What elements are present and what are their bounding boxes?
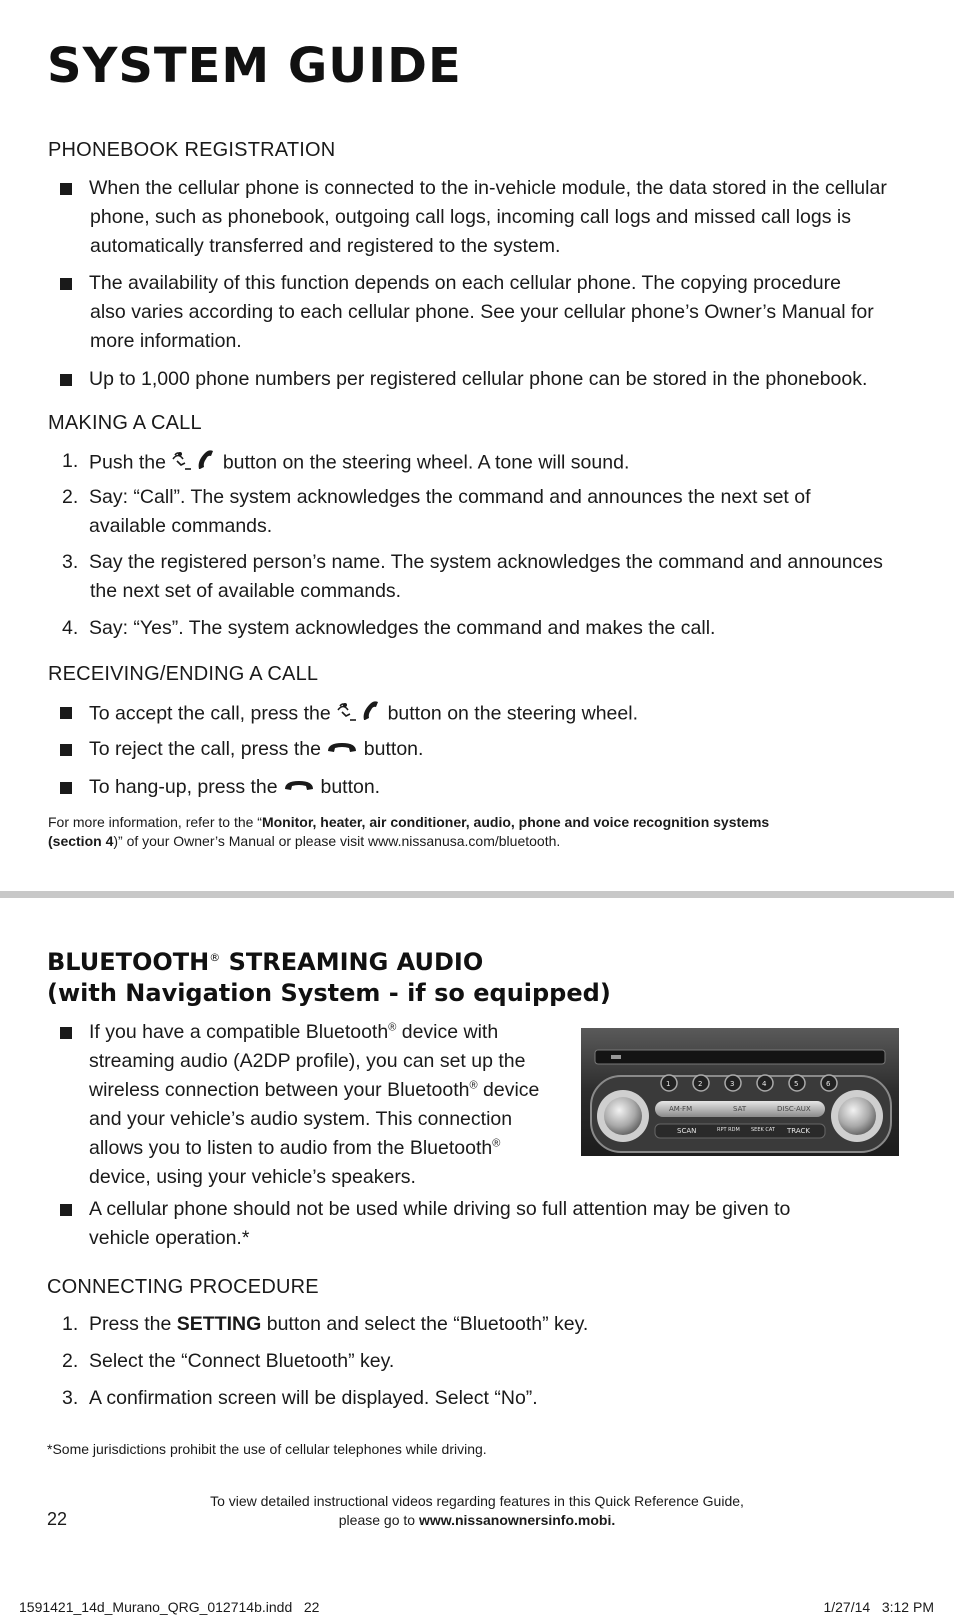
bt-bullet1-line6: device, using your vehicle’s speakers. (89, 1166, 416, 1188)
step-number: 3. (62, 1387, 79, 1409)
bullet-icon (60, 1204, 72, 1216)
footer-note (0, 1492, 954, 1530)
step1-after: button on the steering wheel. A tone will sound. (222, 451, 630, 474)
preset-4-label: 4 (762, 1080, 767, 1088)
page-title: SYSTEM GUIDE (47, 38, 462, 94)
footer-line1: To view detailed instructional videos regarding features in this Quick Reference Guide, (210, 1493, 744, 1509)
receiving-b3-before: To hang-up, press the (89, 776, 278, 798)
step-number: 1. (62, 1313, 79, 1335)
phonebook-heading: PHONEBOOK REGISTRATION (48, 139, 336, 161)
more-info-bold1: Monitor, heater, air conditioner, audio, phone and voice recognition systems (261, 814, 770, 830)
preset-1-label: 1 (666, 1080, 671, 1088)
bluetooth-section-title: BLUETOOTH® STREAMING AUDIO (47, 948, 484, 976)
page-number: 22 (47, 1509, 68, 1529)
scan-label: SCAN (677, 1127, 697, 1135)
receiving-b2-before: To reject the call, press the (89, 738, 321, 760)
bullet-icon (60, 278, 72, 290)
rpt-rdm-label: RPT RDM (717, 1127, 740, 1133)
slug-left: 1591421_14d_Murano_QRG_012714b.indd 22 (19, 1599, 320, 1615)
bt-bullet1-line1: If you have a compatible Bluetooth® device with (89, 1021, 499, 1043)
phonebook-bullet2-line2: also varies according to each cellular phone. See your cellular phone’s Owner’s Manual for (90, 301, 874, 323)
bullet-icon (60, 1027, 72, 1039)
more-info-bold2: (section 4 (48, 833, 114, 849)
making-call-step4: Say: “Yes”. The system acknowledges the command and makes the call. (89, 617, 716, 639)
preset-6-label: 6 (826, 1080, 831, 1088)
bullet-icon (60, 183, 72, 195)
connecting-step1: Press the SETTING button and select the “Bluetooth” key. (89, 1313, 589, 1335)
talk-phone-icon (336, 698, 382, 731)
phonebook-bullet1-line3: automatically transferred and registered to the system. (90, 235, 561, 257)
disc-aux-label: DISC·AUX (777, 1105, 811, 1113)
connecting-step3: A confirmation screen will be displayed. Select “No”. (89, 1387, 538, 1409)
phonebook-bullet1-line1: When the cellular phone is connected to the in-vehicle module, the data stored in the cellular (89, 177, 887, 199)
setting-button-label: SETTING (176, 1313, 262, 1335)
bullet-icon (60, 782, 72, 794)
receiving-heading: RECEIVING/ENDING A CALL (48, 663, 319, 685)
receiving-bullet1 (89, 698, 638, 731)
section-divider (0, 891, 954, 898)
phonebook-bullet3: Up to 1,000 phone numbers per registered cellular phone can be stored in the phonebook. (89, 368, 868, 390)
bt-bullet1-line2: streaming audio (A2DP profile), you can set up the (89, 1050, 526, 1072)
connecting-step2: Select the “Connect Bluetooth” key. (89, 1350, 395, 1372)
track-label: TRACK (787, 1127, 810, 1135)
step-number: 3. (62, 551, 79, 573)
receiving-b2-after: button. (363, 738, 424, 760)
making-call-step2-line2: available commands. (89, 515, 273, 537)
preset-3-label: 3 (730, 1080, 735, 1088)
phonebook-bullet1-line2: phone, such as phonebook, outgoing call logs, incoming call logs and missed call logs is (90, 206, 851, 228)
seek-cat-label: SEEK CAT (751, 1127, 775, 1133)
connecting-heading: CONNECTING PROCEDURE (47, 1276, 319, 1298)
bluetooth-section-subtitle: (with Navigation System - if so equipped) (47, 979, 611, 1007)
footer-url[interactable]: www.nissanownersinfo.mobi. (418, 1512, 616, 1528)
bullet-icon (60, 707, 72, 719)
sat-label: SAT (733, 1105, 747, 1113)
making-call-heading: MAKING A CALL (48, 412, 202, 434)
receiving-bullet3 (89, 773, 380, 802)
am-fm-label: AM·FM (669, 1105, 693, 1113)
bt-bullet2-line2: vehicle operation.* (89, 1227, 250, 1249)
talk-phone-icon (171, 447, 217, 480)
step-number: 2. (62, 486, 79, 508)
bt-bullet1-line5: allows you to listen to audio from the Bluetooth® (89, 1137, 501, 1159)
preset-5-label: 5 (794, 1080, 799, 1088)
step-number: 4. (62, 617, 79, 639)
footnote: *Some jurisdictions prohibit the use of cellular telephones while driving. (47, 1441, 487, 1457)
audio-unit-image (581, 1028, 899, 1156)
hang-up-icon (283, 773, 315, 802)
step-number: 2. (62, 1350, 79, 1372)
receiving-b3-after: button. (320, 776, 381, 798)
bullet-icon (60, 744, 72, 756)
slug-right: 1/27/14 3:12 PM (823, 1599, 934, 1615)
phonebook-bullet2-line3: more information. (90, 330, 242, 352)
hang-up-icon (326, 735, 358, 764)
footer-line2: please go to www.nissanownersinfo.mobi. (338, 1512, 616, 1528)
receiving-b1-before: To accept the call, press the (89, 702, 331, 725)
making-call-step3-line2: the next set of available commands. (90, 580, 402, 602)
bt-bullet2-line1: A cellular phone should not be used while driving so full attention may be given to (89, 1198, 791, 1220)
bt-bullet1-line3: wireless connection between your Bluetooth® device (89, 1079, 540, 1101)
step1-before: Push the (89, 451, 166, 474)
making-call-step1 (89, 447, 629, 480)
making-call-step2-line1: Say: “Call”. The system acknowledges the command and announces the next set of (89, 486, 811, 508)
preset-2-label: 2 (698, 1080, 703, 1088)
bt-bullet1-line4: and your vehicle’s audio system. This connection (89, 1108, 513, 1130)
phonebook-bullet2-line1: The availability of this function depends on each cellular phone. The copying procedure (89, 272, 841, 294)
more-info-note: For more information, refer to the “Monitor, heater, air conditioner, audio, phone and voice recognition systems (section 4)” of your Owner’s Manual or please visit www.nissanusa.com/bluetooth. (48, 814, 770, 849)
making-call-step3-line1: Say the registered person’s name. The system acknowledges the command and announces (89, 551, 883, 573)
receiving-b1-after: button on the steering wheel. (387, 702, 638, 725)
bullet-icon (60, 374, 72, 386)
step-number: 1. (62, 450, 79, 472)
receiving-bullet2 (89, 735, 423, 764)
